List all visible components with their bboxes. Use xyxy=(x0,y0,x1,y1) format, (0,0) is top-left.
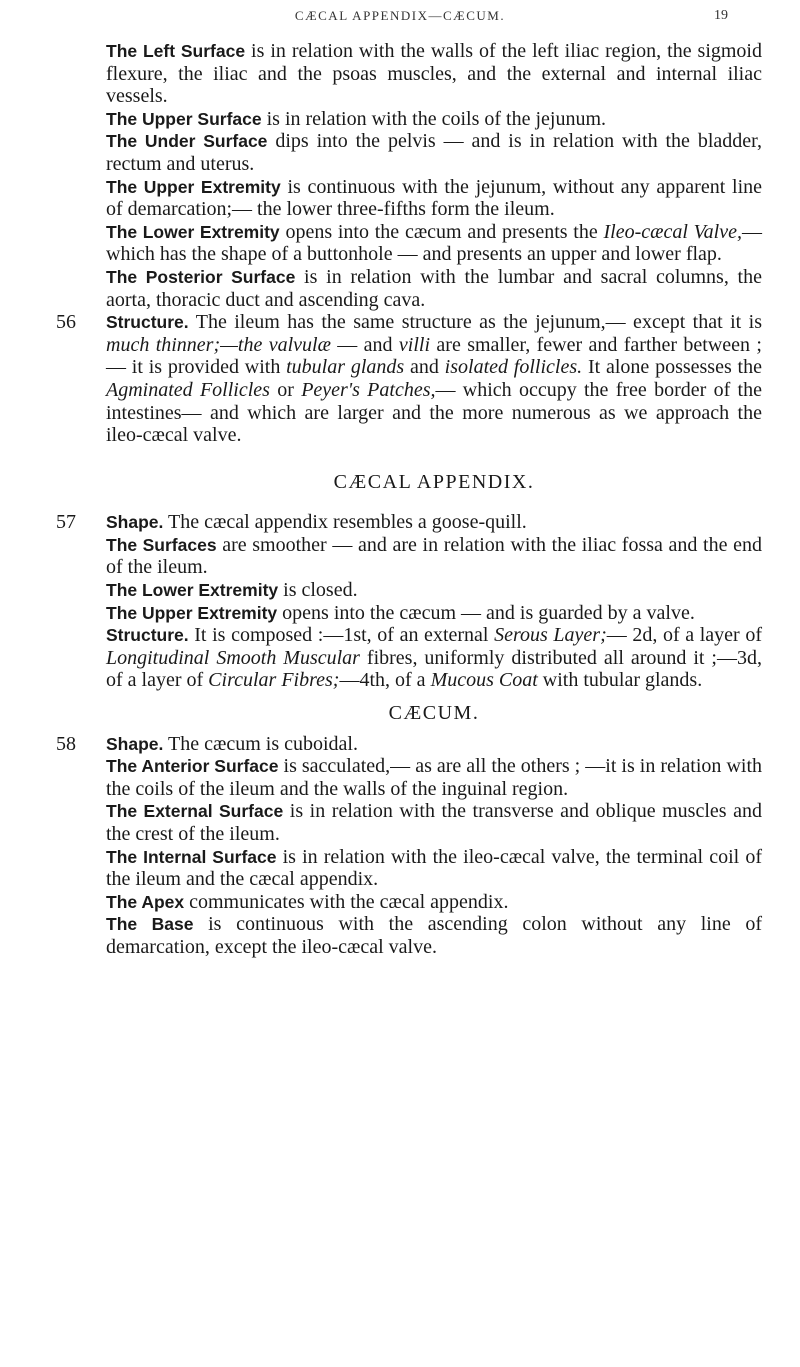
paragraph-ileum-structure xyxy=(56,311,762,447)
paragraph-text: is in relation with the transverse and oblique muscles and the crest of the ileum. xyxy=(106,800,762,845)
paragraph-text: are smaller, fewer and farther between ;— it is provided with xyxy=(106,333,762,379)
paragraph-caecum-base xyxy=(106,913,762,958)
term-label: The Posterior Surface xyxy=(106,266,296,287)
term-label: The Anterior Surface xyxy=(106,756,279,777)
paragraph-text: is continuous with the jejunum, without any apparent line of demarcation;— the lower three-fifths form the ileum. xyxy=(106,175,763,221)
term-label: The Base xyxy=(106,914,194,935)
section-heading-caecal-appendix: CÆCAL APPENDIX. xyxy=(333,470,535,493)
italic-term: much thinner;—the valvulæ xyxy=(106,333,331,356)
paragraph-text: with tubular glands. xyxy=(537,669,703,692)
paragraph-left-surface xyxy=(106,40,762,108)
term-label: The Under Surface xyxy=(106,131,268,152)
paragraph-text: fibres, uniformly distributed all around it ;—3d, of a layer of xyxy=(106,646,762,692)
paragraph-text: is sacculated,— as are all the others ; —it is in relation with the coils of the ileum and the walls of the inguinal region. xyxy=(106,755,763,800)
term-label: The Apex xyxy=(106,891,185,912)
paragraph-lower-extremity xyxy=(106,221,762,266)
margin-number: 57 xyxy=(56,511,76,534)
italic-term: Serous Layer; xyxy=(494,624,607,647)
term-label: The Lower Extremity xyxy=(106,580,279,601)
paragraph-text: — which occupy the free border of the intestines— and which are larger and the more numerous as we approach the ileo-cæcal valve. xyxy=(106,378,762,447)
page-header xyxy=(0,8,800,30)
term-label: The Surfaces xyxy=(106,534,217,555)
paragraph-appendix-lower-extremity xyxy=(106,579,762,602)
italic-term: Longitudinal Smooth Muscular xyxy=(106,646,360,669)
term-label: Structure. xyxy=(106,312,189,333)
paragraph-text: is in relation with the lumbar and sacral columns, the aorta, thoracic duct and ascending cava. xyxy=(106,265,762,311)
margin-number: 58 xyxy=(56,732,76,755)
paragraph-caecum-external xyxy=(106,800,762,845)
term-label: The Upper Extremity xyxy=(106,602,278,623)
paragraph-text: and xyxy=(404,356,445,379)
paragraph-text: communicates with the cæcal appendix. xyxy=(184,890,509,913)
paragraph-text: The cæcum is cuboidal. xyxy=(163,732,358,755)
paragraph-caecum-shape xyxy=(56,732,762,756)
paragraph-appendix-structure xyxy=(106,624,762,692)
italic-term: Peyer's Patches, xyxy=(301,378,436,401)
term-label: The Left Surface xyxy=(106,41,246,61)
paragraph-text: — and xyxy=(330,333,399,356)
paragraph-text: The ileum has the same structure as the jejunum,— except that it is xyxy=(188,311,762,334)
italic-term: Mucous Coat xyxy=(430,669,538,692)
paragraph-upper-extremity xyxy=(106,176,762,221)
margin-number: 56 xyxy=(56,311,76,334)
term-label: Structure. xyxy=(106,625,189,646)
paragraph-caecum-internal xyxy=(106,846,762,891)
term-label: The Upper Surface xyxy=(106,108,262,129)
paragraph-text: opens into the cæcum — and is guarded by a valve. xyxy=(277,601,695,624)
paragraph-caecum-apex xyxy=(106,891,762,914)
term-label: The Lower Extremity xyxy=(106,221,280,242)
paragraph-text: It is composed :—1st, of an external xyxy=(188,624,495,647)
running-head: CÆCAL APPENDIX—CÆCUM. xyxy=(294,8,506,23)
paragraph-text: The cæcal appendix resembles a goose-quill. xyxy=(163,511,527,534)
paragraph-text: It alone possesses the xyxy=(582,356,762,379)
term-label: Shape. xyxy=(106,733,164,754)
paragraph-text: or xyxy=(269,378,302,401)
paragraph-upper-surface xyxy=(106,108,762,131)
italic-term: villi xyxy=(398,333,431,356)
italic-term: Ileo-cæcal Valve, xyxy=(603,220,742,243)
paragraph-text: is continuous with the ascending colon without any line of demarcation, except the ileo-cæcal valve. xyxy=(106,913,762,958)
term-label: The Upper Extremity xyxy=(106,176,281,197)
paragraph-text: is closed. xyxy=(278,579,358,602)
section-heading-caecum: CÆCUM. xyxy=(388,702,480,725)
paragraph-under-surface xyxy=(106,130,762,175)
paragraph-text: —4th, of a xyxy=(339,669,431,692)
paragraph-text: dips into the pelvis — and is in relation with the bladder, rectum and uterus. xyxy=(106,130,762,175)
paragraph-caecum-anterior xyxy=(106,755,762,800)
paragraph-text: is in relation with the walls of the left iliac region, the sigmoid flexure, the iliac and the psoas muscles, and the external and internal iliac vessels. xyxy=(106,40,762,108)
italic-term: Agminated Follicles xyxy=(106,378,270,401)
page-body xyxy=(56,40,763,959)
italic-term: tubular glands xyxy=(286,356,405,379)
italic-term: Circular Fibres; xyxy=(208,669,340,692)
term-label: The External Surface xyxy=(106,801,284,822)
paragraph-text: —which has the shape of a buttonhole — and presents an upper and lower flap. xyxy=(106,220,762,266)
paragraph-text: is in relation with the ileo-cæcal valve, the terminal coil of the ileum and the cæcal appendix. xyxy=(106,845,762,891)
paragraph-posterior-surface xyxy=(106,266,762,311)
paragraph-appendix-upper-extremity xyxy=(106,602,762,625)
paragraph-text: are smoother — and are in relation with the iliac fossa and the end of the ileum. xyxy=(106,533,762,579)
page-number: 19 xyxy=(714,8,728,23)
paragraph-appendix-shape xyxy=(56,511,762,534)
paragraph-text: is in relation with the coils of the jejunum. xyxy=(261,107,606,130)
paragraph-appendix-surfaces xyxy=(106,534,762,579)
paragraph-text: opens into the cæcum and presents the xyxy=(279,220,604,243)
paragraph-text: — 2d, of a layer of xyxy=(606,624,762,647)
italic-term: isolated follicles. xyxy=(444,356,583,379)
term-label: The Internal Surface xyxy=(106,846,277,867)
term-label: Shape. xyxy=(106,512,164,533)
